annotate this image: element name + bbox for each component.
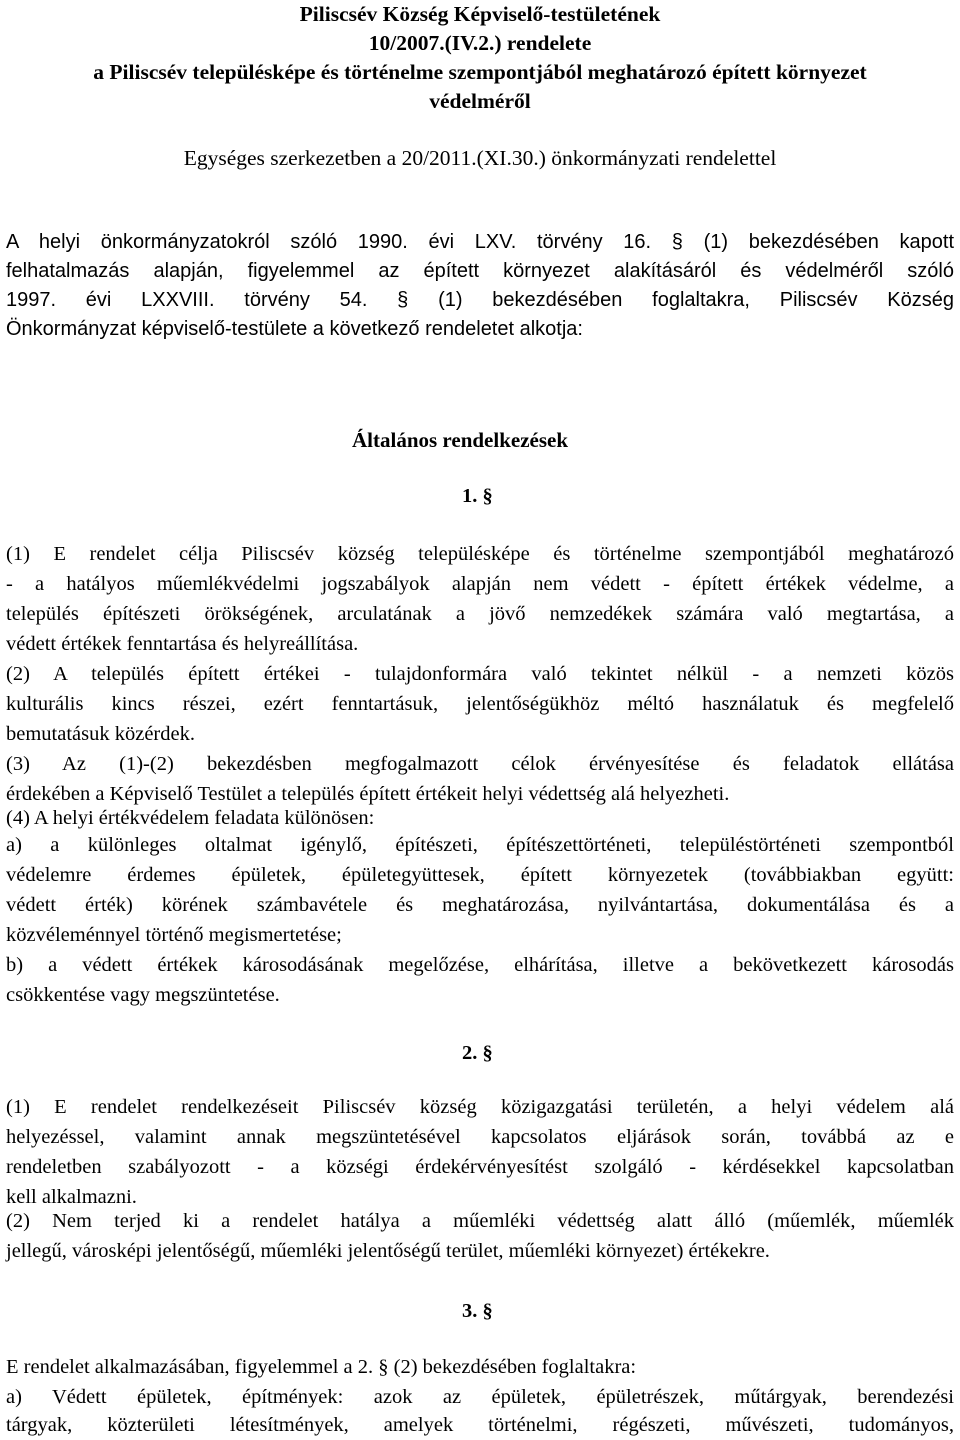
preamble-line-2: felhatalmazás alapján, figyelemmel az épített környezet alakításáról és védelméről szóló bbox=[6, 260, 954, 282]
s1-line-13: védett érték) körének számbavétele és meghatározása, nyilvántartása, dokumentálása és a bbox=[6, 894, 954, 916]
s2-line-2: helyezéssel, valamint annak megszüntetésével kapcsolatos eljárások során, továbbá az e bbox=[6, 1126, 954, 1148]
s3-line-2: a) Védett épületek, építmények: azok az épületek, épületrészek, műtárgyak, berendezési bbox=[6, 1386, 954, 1408]
title-line-3: a Piliscsév településképe és történelme szempontjából meghatározó épített környezet bbox=[93, 60, 867, 84]
s3-line-1: E rendelet alkalmazásában, figyelemmel a 2. § (2) bekezdésében foglaltakra: bbox=[6, 1356, 637, 1378]
s2-line-6: jellegű, városképi jelentőségű, műemléki jelentőségű terület, műemléki környezet) értékekre. bbox=[6, 1240, 770, 1262]
title-line-4: védelméről bbox=[429, 89, 531, 113]
s1-line-9: érdekében a Képviselő Testület a település épített értékeit helyi védettség alá helyezheti. bbox=[6, 783, 730, 805]
s1-line-16: csökkentése vagy megszüntetése. bbox=[6, 984, 280, 1006]
s1-line-5: (2) A település épített értékei - tulajdonformára való tekintet nélkül - a nemzeti közös bbox=[6, 663, 954, 685]
s1-line-8: (3) Az (1)-(2) bekezdésben megfogalmazott célok érvényesítése és feladatok ellátása bbox=[6, 753, 954, 775]
s1-line-11: a) a különleges oltalmat igénylő, építészeti, építészettörténeti, településtörténeti szempontból bbox=[6, 834, 954, 856]
s2-line-5: (2) Nem terjed ki a rendelet hatálya a műemléki védettség alatt álló (műemlék, műemlék bbox=[6, 1210, 954, 1232]
s1-line-4: védett értékek fenntartása és helyreállítása. bbox=[6, 633, 359, 655]
s1-line-3: település építészeti örökségének, arculatának a jövő nemzedékek számára való megtartása, a bbox=[6, 603, 954, 625]
preamble-line-3: 1997. évi LXXVIII. törvény 54. § (1) bekezdésében foglaltakra, Piliscsév Község bbox=[6, 289, 954, 311]
title-line-1: Piliscsév Község Képviselő-testületének bbox=[299, 2, 661, 26]
s1-line-6: kulturális kincs részei, ezért fenntartásuk, jelentőségükhöz méltó használatuk és megfelelő bbox=[6, 693, 954, 715]
title-line-2: 10/2007.(IV.2.) rendelete bbox=[368, 31, 592, 55]
section-2-number: 2. § bbox=[462, 1042, 493, 1064]
s2-line-4: kell alkalmazni. bbox=[6, 1186, 137, 1208]
preamble-line-4: Önkormányzat képviselő-testülete a következő rendeletet alkotja: bbox=[6, 318, 583, 340]
preamble-line-1: A helyi önkormányzatokról szóló 1990. évi LXV. törvény 16. § (1) bekezdésében kapott bbox=[6, 231, 954, 253]
section-1-number: 1. § bbox=[462, 485, 493, 507]
s2-line-1: (1) E rendelet rendelkezéseit Piliscsév község közigazgatási területén, a helyi védelem alá bbox=[6, 1096, 954, 1118]
s2-line-3: rendeletben szabályozott - a községi érdekérvényesítést szolgáló - kérdésekkel kapcsolatban bbox=[6, 1156, 954, 1178]
consolidated-note: Egységes szerkezetben a 20/2011.(XI.30.) önkormányzati rendelettel bbox=[183, 146, 777, 170]
s3-line-3: tárgyak, közterületi létesítmények, amelyek történelmi, régészeti, művészeti, tudományos, bbox=[6, 1414, 954, 1436]
s1-line-12: védelemre érdemes épületek, épületegyüttesek, épített környezetek (továbbiakban együtt: bbox=[6, 864, 954, 886]
s1-line-10: (4) A helyi értékvédelem feladata különösen: bbox=[6, 807, 375, 829]
s1-line-7: bemutatásuk közérdek. bbox=[6, 723, 195, 745]
s1-line-2: - a hatályos műemlékvédelmi jogszabályok alapján nem védett - épített értékek védelme, a bbox=[6, 573, 954, 595]
s1-line-1: (1) E rendelet célja Piliscsév község településképe és történelme szempontjából meghatározó bbox=[6, 543, 954, 565]
section-3-number: 3. § bbox=[462, 1300, 493, 1322]
s1-line-15: b) a védett értékek károsodásának megelőzése, elhárítása, illetve a bekövetkezett károsodás bbox=[6, 954, 954, 976]
section-heading: Általános rendelkezések bbox=[352, 428, 569, 452]
s1-line-14: közvéleménnyel történő megismertetése; bbox=[6, 924, 342, 946]
